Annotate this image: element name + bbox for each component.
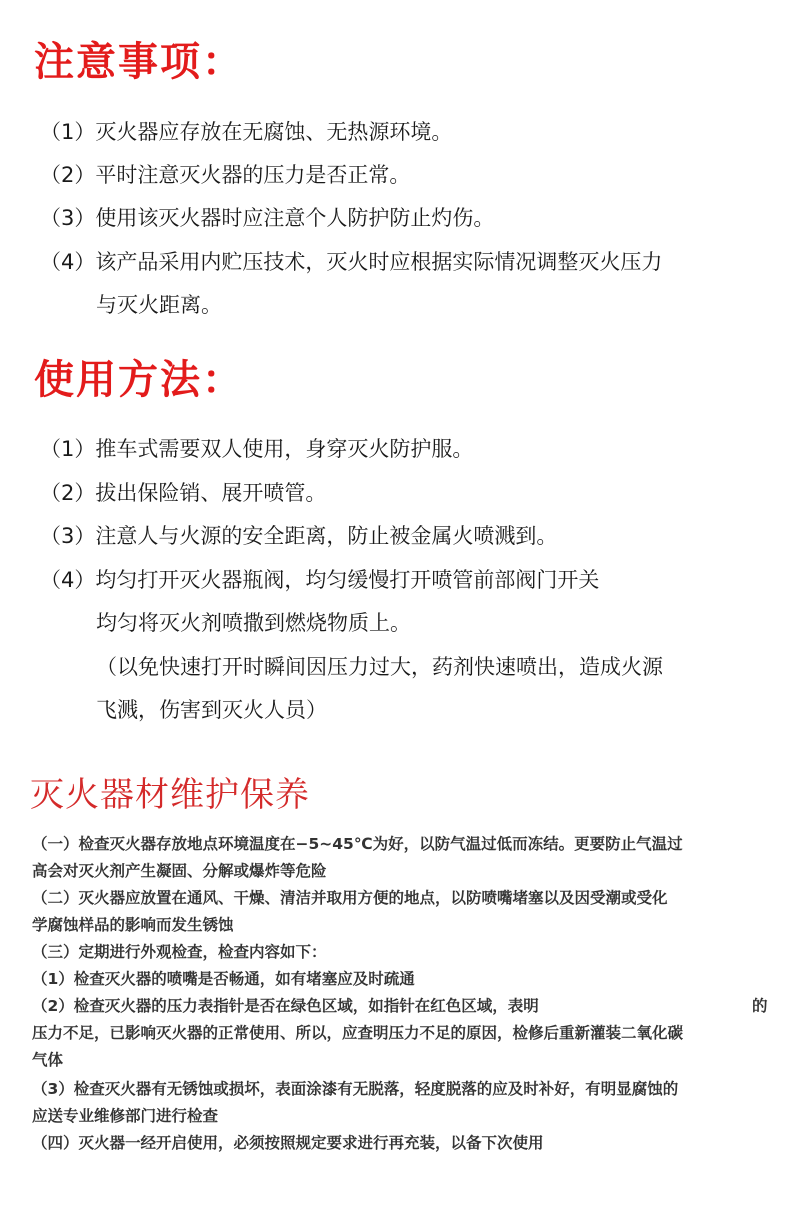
precaution-item-3: （3）使用该灭火器时应注意个人防护防止灼伤。 (40, 206, 495, 230)
maintenance-line-10: （3）检查灭火器有无锈蚀或损坏，表面涂漆有无脱落，轻度脱落的应及时补好，有明显腐蚀的 (32, 1080, 679, 1098)
maintenance-line-7-tail: 的 (752, 997, 768, 1015)
usage-item-1: （1）推车式需要双人使用，身穿灭火防护服。 (40, 437, 474, 461)
usage-item-4: （4）均匀打开灭火器瓶阀，均匀缓慢打开喷管前部阀门开关 (40, 568, 600, 592)
usage-item-3: （3）注意人与火源的安全距离，防止被金属火喷溅到。 (40, 524, 558, 548)
section-title-maintenance: 灭火器材维护保养 (30, 775, 310, 815)
precaution-item-4: （4）该产品采用内贮压技术，灭火时应根据实际情况调整灭火压力 (40, 250, 663, 274)
maintenance-line-12: （四）灭火器一经开启使用，必须按照规定要求进行再充装，以备下次使用 (32, 1134, 544, 1152)
maintenance-line-5: （三）定期进行外观检查，检查内容如下： (32, 943, 327, 961)
maintenance-line-9: 气体 (32, 1051, 64, 1069)
section-title-precautions: 注意事项： (34, 39, 244, 85)
maintenance-line-4: 学腐蚀样品的影响而发生锈蚀 (32, 916, 234, 934)
maintenance-line-8: 压力不足，已影响灭火器的正常使用、所以，应查明压力不足的原因，检修后重新灌装二氧化碳 (32, 1024, 684, 1042)
precaution-item-1: （1）灭火器应存放在无腐蚀、无热源环境。 (40, 120, 453, 144)
maintenance-line-11: 应送专业维修部门进行检查 (32, 1107, 219, 1125)
precaution-item-2: （2）平时注意灭火器的压力是否正常。 (40, 163, 411, 187)
usage-note-line-1: （以免快速打开时瞬间因压力过大，药剂快速喷出，造成火源 (96, 655, 663, 679)
precaution-item-4-cont: 与灭火距离。 (96, 293, 222, 317)
maintenance-line-3: （二）灭火器应放置在通风、干燥、清洁并取用方便的地点，以防喷嘴堵塞以及因受潮或受化 (32, 889, 668, 907)
section-title-usage: 使用方法： (34, 357, 244, 403)
usage-item-4-cont: 均匀将灭火剂喷撒到燃烧物质上。 (96, 611, 411, 635)
usage-note-line-2: 飞溅，伤害到灭火人员） (96, 698, 327, 722)
maintenance-line-6: （1）检查灭火器的喷嘴是否畅通，如有堵塞应及时疏通 (32, 970, 415, 988)
usage-item-2: （2）拔出保险销、展开喷管。 (40, 481, 327, 505)
maintenance-line-1: （一）检查灭火器存放地点环境温度在−5~45℃为好，以防气温过低而冻结。更要防止气温过 (32, 835, 683, 853)
maintenance-line-7: （2）检查灭火器的压力表指针是否在绿色区域，如指针在红色区域，表明 (32, 997, 539, 1015)
maintenance-line-2: 高会对灭火剂产生凝固、分解或爆炸等危险 (32, 862, 327, 880)
